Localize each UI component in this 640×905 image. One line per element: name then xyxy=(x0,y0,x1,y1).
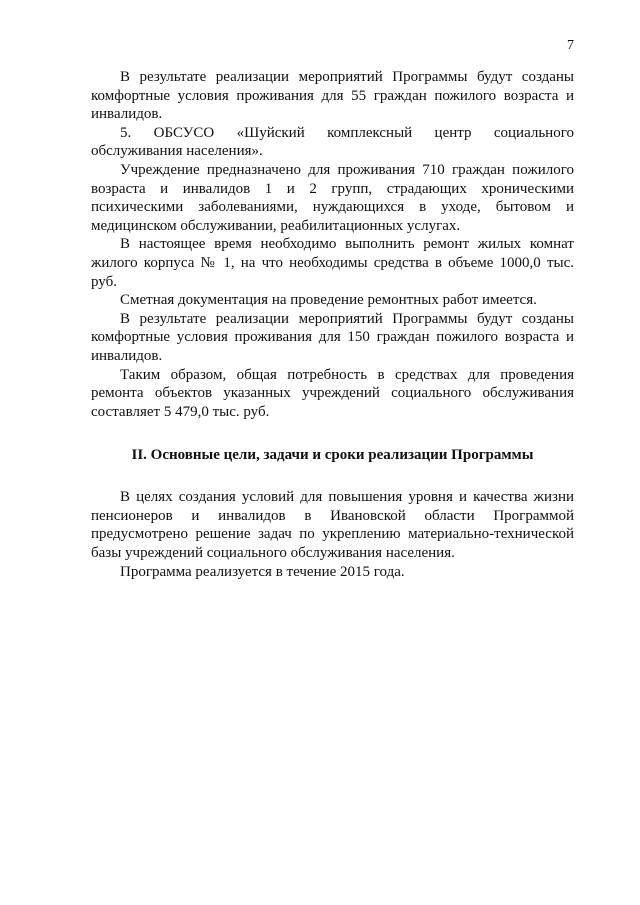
paragraph-repair-need: В настоящее время необходимо выполнить ремонт жилых комнат жилого корпуса № 1, на что необходимы средства в объеме 1000,0 тыс. руб. xyxy=(91,236,574,290)
paragraph-result-150: В результате реализации мероприятий Программы будут созданы комфортные условия проживания для 150 граждан пожилого возраста и инвалидов. xyxy=(91,310,574,364)
paragraph-total-need: Таким образом, общая потребность в средствах для проведения ремонта объектов указанных учреждений социального обслуживания составляет 5 479,0 тыс. руб. xyxy=(91,366,574,420)
page-number: 7 xyxy=(567,38,574,53)
paragraph-goals: В целях создания условий для повышения уровня и качества жизни пенсионеров и инвалидов в Ивановской области Программой предусмотрено решение задач по укреплению материально-технической базы учреждений социального обслуживания населения. xyxy=(91,489,574,562)
paragraph-result-55: В результате реализации мероприятий Программы будут созданы комфортные условия проживания для 55 граждан пожилого возраста и инвалидов. xyxy=(91,69,574,123)
section-heading-goals: II. Основные цели, задачи и сроки реализации Программы xyxy=(131,447,534,464)
paragraph-timeline: Программа реализуется в течение 2015 года. xyxy=(120,563,405,580)
document-body xyxy=(91,68,574,581)
paragraph-estimate-docs: Сметная документация на проведение ремонтных работ имеется. xyxy=(120,292,537,309)
paragraph-institution-5-title: 5. ОБСУСО «Шуйский комплексный центр социального обслуживания населения». xyxy=(91,124,574,160)
paragraph-institution-purpose: Учреждение предназначено для проживания 710 граждан пожилого возраста и инвалидов 1 и 2 групп, страдающих хроническими психическими заболеваниями, нуждающихся в уходе, бытовом и медицинском обслуживании, реабилитационных услугах. xyxy=(91,161,574,234)
